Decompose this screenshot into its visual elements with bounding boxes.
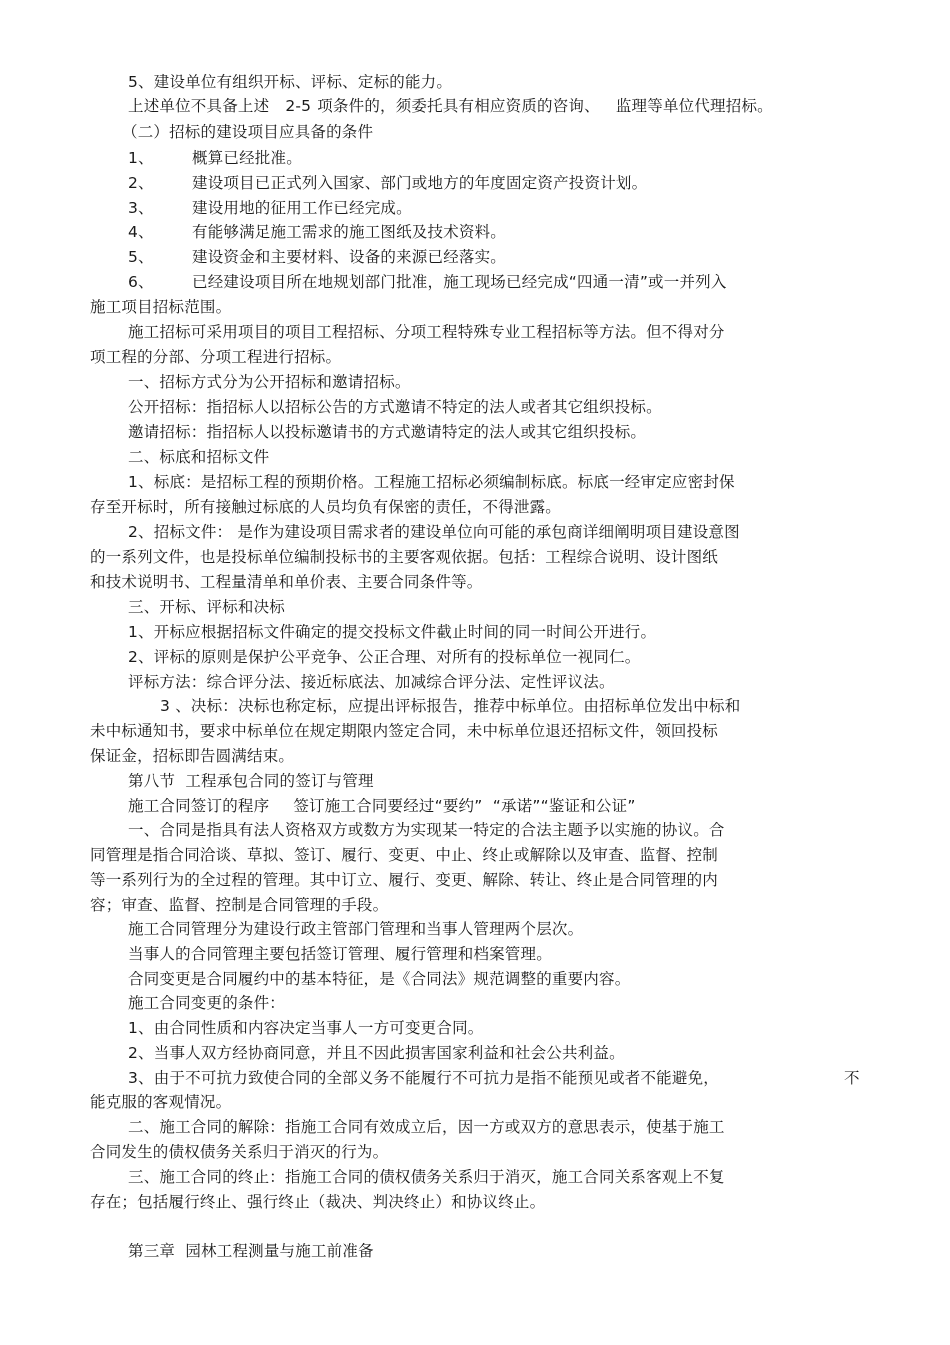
paragraph-line: 当事人的合同管理主要包括签订管理、履行管理和档案管理。 xyxy=(128,945,552,963)
paragraph-line: 存至开标时，所有接触过标底的人员均负有保密的责任，不得泄露。 xyxy=(90,498,562,516)
paragraph-line: 能克服的客观情况。 xyxy=(90,1093,232,1111)
paragraph-line: 同管理是指合同洽谈、草拟、签订、履行、变更、中止、终止或解除以及审查、监督、控制 xyxy=(90,846,719,864)
section-heading: 第八节 工程承包合同的签订与管理 xyxy=(128,772,374,790)
paragraph-line: 1、开标应根据招标文件确定的提交投标文件截止时间的同一时间公开进行。 xyxy=(128,623,657,641)
paragraph-line: 存在；包括履行终止、强行终止（裁决、判决终止）和协议终止。 xyxy=(90,1193,546,1211)
paragraph-line: 5、建设单位有组织开标、评标、定标的能力。 xyxy=(128,73,453,91)
list-item xyxy=(128,220,506,244)
section-heading: 一、招标方式分为公开招标和邀请招标。 xyxy=(128,373,411,391)
paragraph-line: 3 、决标：决标也称定标，应提出评标报告，推荐中标单位。由招标单位发出中标和 xyxy=(160,697,741,715)
list-number: 4、 xyxy=(128,223,154,241)
list-item: 1、由合同性质和内容决定当事人一方可变更合同。 xyxy=(128,1019,484,1037)
paragraph-line: 施工招标可采用项目的项目工程招标、分项工程特殊专业工程招标等方法。但不得对分 xyxy=(128,323,725,341)
text-fragment: 签订施工合同要经过“要约” “承诺”“鉴证和公证” xyxy=(293,797,636,815)
paragraph-line: 项工程的分部、分项工程进行招标。 xyxy=(90,348,342,366)
paragraph-line: 施工合同管理分为建设行政主管部门管理和当事人管理两个层次。 xyxy=(128,920,584,938)
text-fragment: 监理等单位代理招标。 xyxy=(615,97,773,115)
list-item xyxy=(128,196,412,220)
paragraph-line: 等一系列行为的全过程的管理。其中订立、履行、变更、解除、转让、终止是合同管理的内 xyxy=(90,871,719,889)
section-heading: （二）招标的建设项目应具备的条件 xyxy=(122,123,374,141)
paragraph-line: 公开招标：指招标人以招标公告的方式邀请不特定的法人或者其它组织投标。 xyxy=(128,398,662,416)
paragraph-line: 未中标通知书，要求中标单位在规定期限内签定合同，未中标单位退还招标文件，领回投标 xyxy=(90,722,719,740)
text-fragment: 项条件的，须委托具有相应资质的咨询、 xyxy=(317,97,600,115)
list-item xyxy=(128,171,647,195)
paragraph-line: 评标方法：综合评分法、接近标底法、加减综合评分法、定性评议法。 xyxy=(128,673,615,691)
text-fragment: 2-5 xyxy=(285,97,312,115)
paragraph-line: 施工合同变更的条件： xyxy=(128,994,286,1012)
list-item xyxy=(128,270,727,294)
list-text: 建设资金和主要材料、设备的来源已经落实。 xyxy=(192,248,507,266)
paragraph-line: 和技术说明书、工程量清单和单价表、主要合同条件等。 xyxy=(90,573,483,591)
paragraph-line: 一、合同是指具有法人资格双方或数方为实现某一特定的合法主题予以实施的协议。合 xyxy=(128,821,725,839)
list-number: 1、 xyxy=(128,149,154,167)
paragraph-line: 1、标底：是招标工程的预期价格。工程施工招标必须编制标底。标底一经审定应密封保 xyxy=(128,473,735,491)
list-item xyxy=(128,146,302,170)
list-item xyxy=(128,245,506,269)
section-heading: 三、开标、评标和决标 xyxy=(128,598,286,616)
text-fragment: 施工合同签订的程序 xyxy=(128,797,270,815)
list-number: 2、 xyxy=(128,174,154,192)
list-text: 概算已经批准。 xyxy=(192,149,302,167)
paragraph-line: 容；审查、监督、控制是合同管理的手段。 xyxy=(90,896,389,914)
paragraph-line: 合同变更是合同履约中的基本特征，是《合同法》规范调整的重要内容。 xyxy=(128,970,631,988)
paragraph-line xyxy=(128,94,773,118)
list-text: 已经建设项目所在地规划部门批准，施工现场已经完成“四通一清”或一并列入 xyxy=(192,273,727,291)
list-text: 建设用地的征用工作已经完成。 xyxy=(192,199,412,217)
chapter-heading: 第三章 园林工程测量与施工前准备 xyxy=(128,1242,374,1260)
paragraph-line: 邀请招标：指招标人以投标邀请书的方式邀请特定的法人或其它组织投标。 xyxy=(128,423,647,441)
paragraph-line: 合同发生的债权债务关系归于消灭的行为。 xyxy=(90,1143,389,1161)
list-number: 3、 xyxy=(128,199,154,217)
text-fragment: 上述单位不具备上述 xyxy=(128,97,270,115)
paragraph-line: 施工项目招标范围。 xyxy=(90,298,232,316)
list-number: 5、 xyxy=(128,248,154,266)
list-item: 2、当事人双方经协商同意，并且不因此损害国家利益和社会公共利益。 xyxy=(128,1044,625,1062)
list-text: 建设项目已正式列入国家、部门或地方的年度固定资产投资计划。 xyxy=(192,174,648,192)
paragraph-line: 的一系列文件，也是投标单位编制投标书的主要客观依据。包括：工程综合说明、设计图纸 xyxy=(90,548,719,566)
paragraph-line: 2、评标的原则是保护公平竞争、公正合理、对所有的投标单位一视同仁。 xyxy=(128,648,641,666)
paragraph-line: 2、招标文件： 是作为建设项目需求者的建设单位向可能的承包商详细阐明项目建设意图 xyxy=(128,523,740,541)
text-fragment: 不 xyxy=(844,1069,860,1087)
list-item: 3、由于不可抗力致使合同的全部义务不能履行不可抗力是指不能预见或者不能避免， xyxy=(128,1069,719,1087)
section-heading: 二、标底和招标文件 xyxy=(128,448,270,466)
paragraph-line xyxy=(128,794,636,818)
paragraph-line: 二、施工合同的解除：指施工合同有效成立后，因一方或双方的意思表示，使基于施工 xyxy=(128,1118,725,1136)
paragraph-line: 保证金，招标即告圆满结束。 xyxy=(90,747,295,765)
list-number: 6、 xyxy=(128,273,154,291)
paragraph-line: 三、施工合同的终止：指施工合同的债权债务关系归于消灭，施工合同关系客观上不复 xyxy=(128,1168,725,1186)
list-text: 有能够满足施工需求的施工图纸及技术资料。 xyxy=(192,223,507,241)
